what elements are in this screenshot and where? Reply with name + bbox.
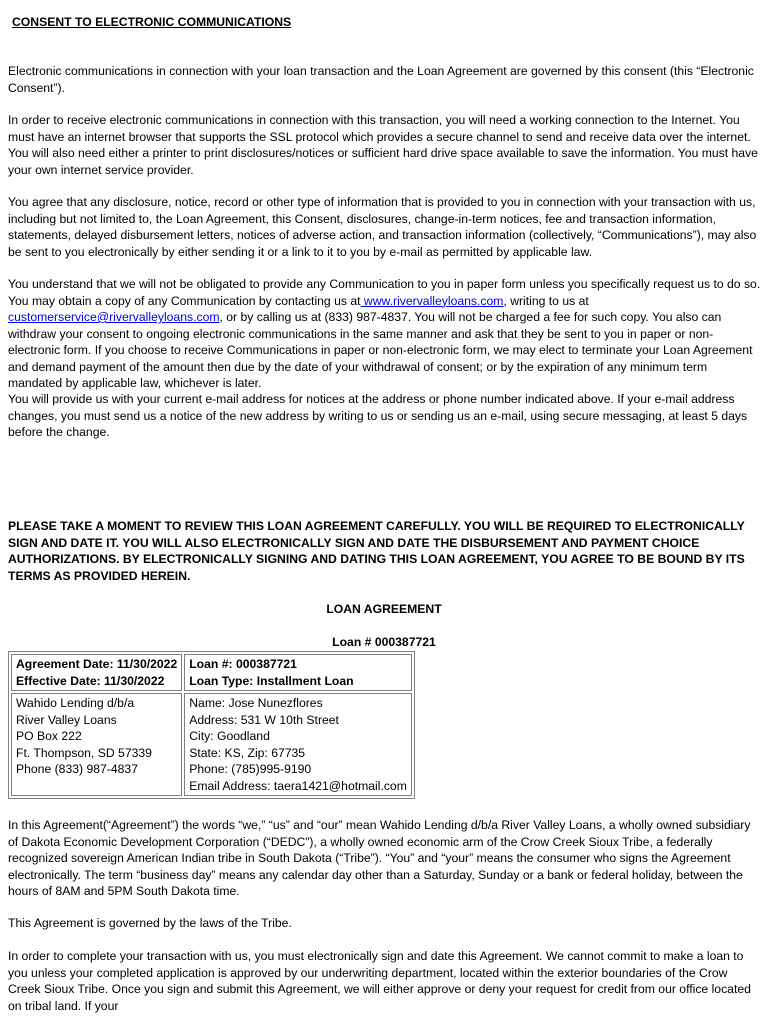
website-link[interactable]: www.rivervalleyloans.com — [360, 293, 504, 308]
borrower-name: Name: Jose Nunezflores — [189, 696, 323, 710]
lender-cell — [11, 693, 182, 796]
table-row — [11, 693, 412, 796]
definitions-paragraph: In this Agreement(“Agreement”) the words “we,” “us” and “our” mean Wahido Lending d/b/a River Valley Loans, a wholly owned subsidiary of Dakota Economic Development Corporation (“DEDC”), a wholly owned economic arm of the Crow Creek Sioux Tribe, a federally recognized sovereign American Indian tribe in South Dakota (“Tribe”). “You” and “your” means the consumer who signs the Agreement electronically. The term “business day” means any calendar day other than a Saturday, Sunday or a bank or federal holiday, between the hours of 8AM and 5PM South Dakota time. — [8, 818, 751, 898]
loan-agreement-heading: LOAN AGREEMENT — [326, 602, 442, 616]
consent-paragraph-3: You agree that any disclosure, notice, record or other type of information that is provided to you in connection with your transaction with us, including but not limited to, the Loan Agreement, this Consent, disclosures, change-in-term notices, fee and transaction information, statements, delayed disbursement letters, notices of adverse action, and transaction information (collectively, “Communications”), may also be sent to you electronically by either sending it or a link to it to you by e-mail as permitted by applicable law. — [8, 195, 757, 259]
lender-line: PO Box 222 — [16, 729, 82, 743]
consent-paragraph-2: In order to receive electronic communications in connection with this transaction, you will need a working connection to the Internet. You must have an internet browser that supports the SSL protocol which provides a secure channel to send and receive data over the internet. You will also need either a printer to print disclosures/notices or sufficient hard drive space available to save the information. You must have your own internet service provider. — [8, 113, 758, 177]
paragraph-4-text-b: , writing to us at — [503, 293, 589, 308]
lender-line: River Valley Loans — [16, 712, 117, 727]
consent-paragraph-1: Electronic communications in connection with your loan transaction and the Loan Agreement are governed by this consent (this “Electronic Consent”). — [8, 64, 754, 95]
borrower-email: Email Address: taera1421@hotmail.com — [189, 778, 407, 793]
borrower-phone: Phone: (785)995-9190 — [189, 762, 312, 776]
loan-number: Loan #: 000387721 — [189, 657, 297, 671]
paragraph-4-text-a: You understand that we will not be obligated to provide any Communication to you in paper form unless you specifically request us to do so. You may obtain a copy of any Communication by contacting us at — [8, 277, 761, 308]
lender-line: Ft. Thompson, SD 57339 — [16, 745, 152, 760]
loan-summary-table — [8, 651, 415, 799]
borrower-address: Address: 531 W 10th Street — [189, 712, 339, 727]
consent-title: CONSENT TO ELECTRONIC COMMUNICATIONS — [12, 15, 292, 29]
email-link[interactable]: customerservice@rivervalleyloans.com — [8, 310, 220, 324]
consent-paragraph-5: You will provide us with your current e-mail address for notices at the address or phone number indicated above. If your e-mail address changes, you must send us a notice of the new address by writing to us or sending us an e-mail, using secure messaging, at least 5 days before the change. — [8, 392, 748, 439]
governing-law-paragraph: This Agreement is governed by the laws of the Tribe. — [8, 916, 292, 930]
consent-paragraph-4 — [8, 276, 763, 392]
completion-paragraph: In order to complete your transaction with us, you must electronically sign and date this Agreement. We cannot commit to make a loan to you unless your completed application is approved by our underwriting department, located within the exterior boundaries of the Crow Creek Sioux Tribe. Once you sign and submit this Agreement, we will either approve or deny your request for credit from our office located on tribal land. If your — [8, 949, 751, 1013]
table-row — [11, 654, 412, 691]
borrower-cell — [184, 693, 412, 796]
borrower-state-zip: State: KS, Zip: 67735 — [189, 745, 306, 760]
borrower-city: City: Goodland — [189, 729, 270, 743]
lender-line: Wahido Lending d/b/a — [16, 696, 135, 710]
effective-date: Effective Date: 11/30/2022 — [16, 673, 165, 688]
loan-type: Loan Type: Installment Loan — [189, 673, 354, 688]
dates-cell — [11, 654, 182, 691]
paragraph-4-text-c: , or by calling us at (833) 987-4837. You will not be charged a fee for such copy. You also can withdraw your consent to ongoing electronic communications in the same manner and ask that they be sent to you in paper or non-electronic form. If you choose to receive Communications in paper or non-electronic form, we may elect to terminate your Loan Agreement and demand payment of the amount then due by the date of your withdrawal of consent; or by the expiration of any minimum term mandated by applicable law, whichever is later. — [8, 310, 753, 390]
loan-number-heading: Loan # 000387721 — [332, 635, 436, 649]
loan-info-cell — [184, 654, 412, 691]
agreement-date: Agreement Date: 11/30/2022 — [16, 657, 178, 671]
lender-line: Phone (833) 987-4837 — [16, 762, 138, 776]
review-notice: PLEASE TAKE A MOMENT TO REVIEW THIS LOAN AGREEMENT CAREFULLY. YOU WILL BE REQUIRED TO ELECTRONICALLY SIGN AND DATE IT. YOU WILL ALSO ELECTRONICALLY SIGN AND DATE THE DISBURSEMENT AND PAYMENT CHOICE AUTHORIZATIONS. BY ELECTRONICALLY SIGNING AND DATING THIS LOAN AGREEMENT, YOU AGREE TO BE BOUND BY ITS TERMS AS PROVIDED HEREIN. — [8, 519, 745, 583]
